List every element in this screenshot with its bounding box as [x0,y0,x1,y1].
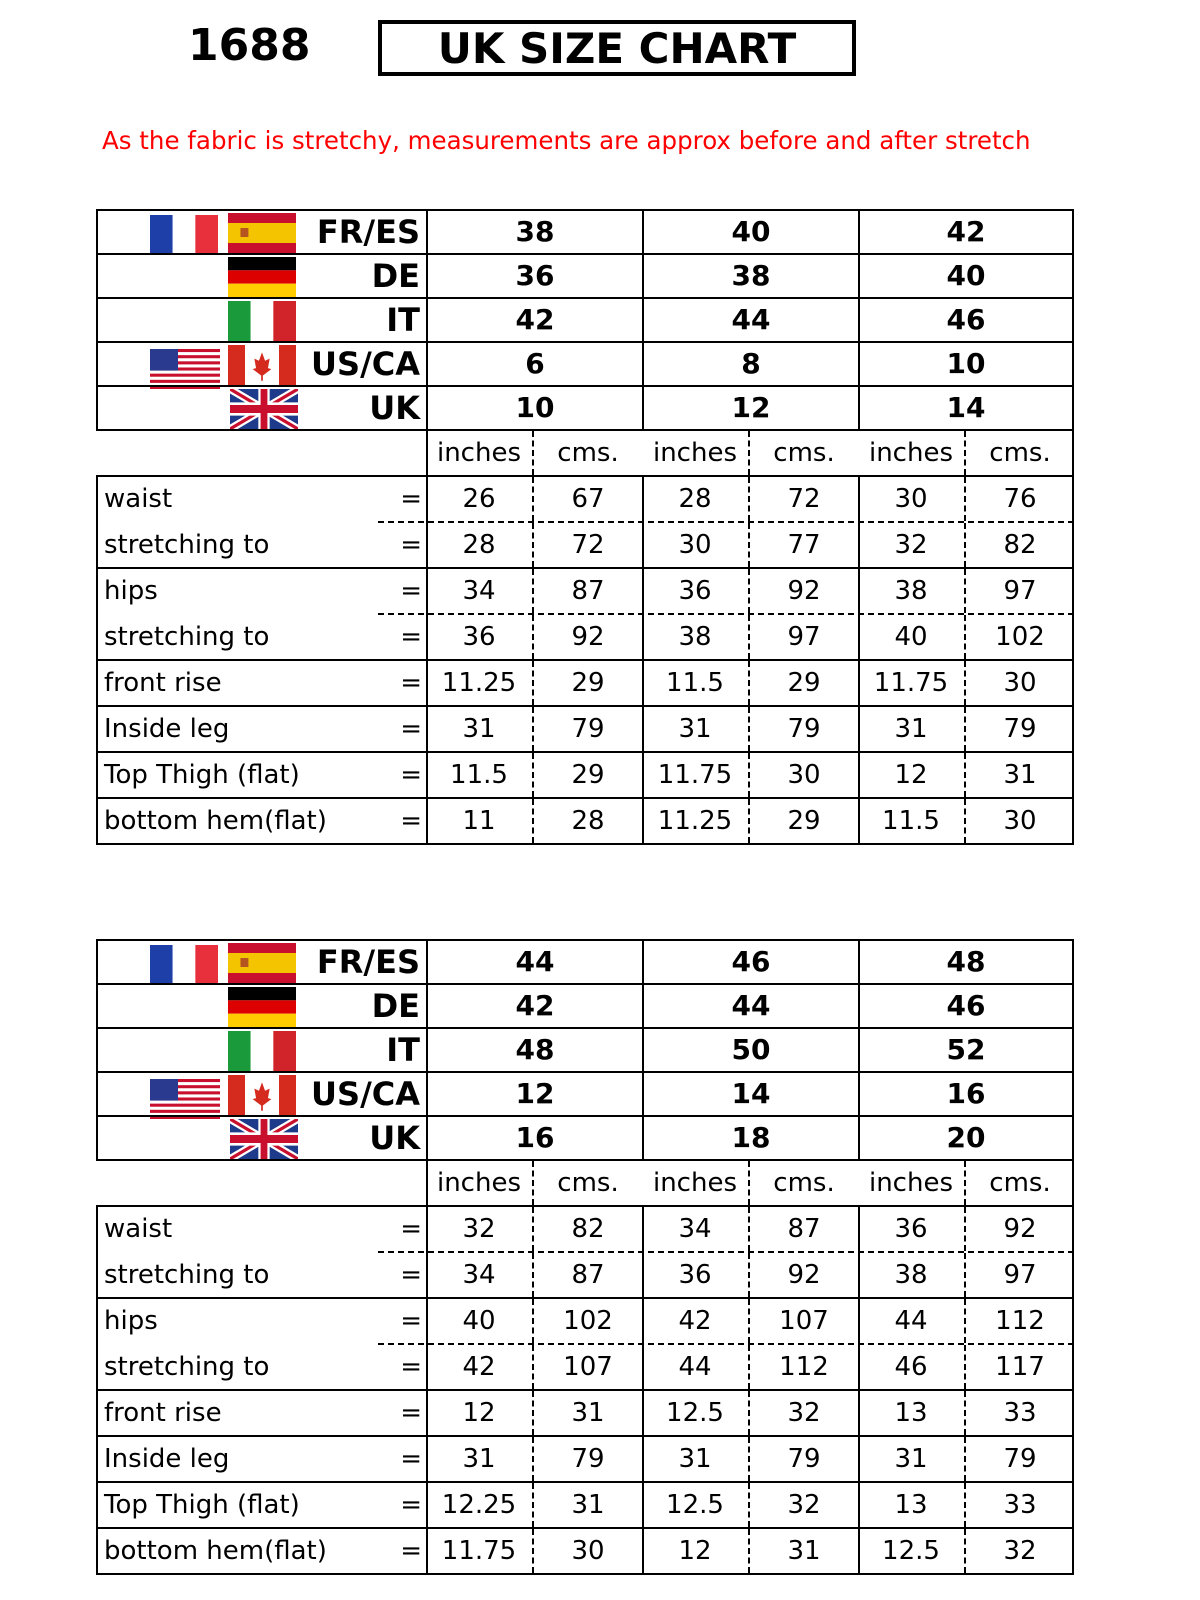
value-inches: 36 [642,569,750,613]
flag-germany-icon [228,987,296,1027]
column-divider [96,1435,98,1481]
value-inches: 28 [642,477,750,521]
flag-spain-icon [228,213,296,253]
flag-united-kingdom-icon [230,1119,298,1159]
size-row [96,1115,1074,1159]
value-cms: 79 [787,714,821,744]
column-divider [96,475,98,521]
value-inches: 42 [642,1299,750,1343]
size-value: 42 [426,297,642,341]
value-cms: 28 [571,806,605,836]
flag-france-icon [150,215,218,255]
value-inches: 31 [642,1437,750,1481]
size-region-label: IT [386,301,420,339]
measurement-label: stretching to [104,1352,270,1382]
measurement-row [96,1481,1074,1527]
value-cms: 31 [787,1536,821,1566]
size-value: 48 [858,939,1074,983]
measurement-row [96,521,1074,567]
size-region-cell [96,1071,426,1115]
equals-sign: = [400,1536,422,1566]
value-cms: 29 [571,760,605,790]
value-inches: 11.5 [642,661,750,705]
size-value: 18 [642,1115,858,1159]
value-cms: 102 [563,1306,613,1336]
value-inches: 11.5 [426,753,534,797]
value-inches: 32 [858,523,966,567]
unit-label: cms. [989,438,1051,468]
measurement-row [96,705,1074,751]
value-inches: 28 [426,523,534,567]
size-value: 16 [858,1071,1074,1115]
value-cms: 117 [995,1352,1045,1382]
measurement-label: Inside leg [104,1444,230,1474]
size-region-cell [96,341,426,385]
value-cms: 82 [1003,530,1037,560]
size-value: 38 [426,209,642,253]
size-value: 8 [642,341,858,385]
size-region-cell [96,1027,426,1071]
equals-sign: = [400,1306,422,1336]
value-inches: 42 [426,1345,534,1389]
column-divider [96,1527,98,1573]
column-divider [96,1389,98,1435]
column-divider [96,1251,98,1297]
size-value: 40 [858,253,1074,297]
equals-sign: = [400,1398,422,1428]
value-cms: 72 [571,530,605,560]
size-region-cell [96,209,426,253]
measurement-row [96,797,1074,843]
column-divider [96,797,98,843]
value-cms: 67 [571,484,605,514]
value-cms: 30 [1003,806,1037,836]
size-value: 44 [426,939,642,983]
size-region-cell [96,253,426,297]
value-cms: 31 [1003,760,1037,790]
value-cms: 92 [787,576,821,606]
value-cms: 92 [571,622,605,652]
value-cms: 31 [571,1490,605,1520]
flag-usa-icon [150,1079,220,1119]
size-row [96,939,1074,983]
value-cms: 32 [787,1398,821,1428]
units-row [96,429,1074,475]
unit-label: inches [858,1161,966,1205]
flag-canada-icon [228,1075,296,1117]
value-inches: 11.75 [858,661,966,705]
size-value: 52 [858,1027,1074,1071]
value-cms: 92 [787,1260,821,1290]
unit-label: cms. [773,438,835,468]
size-value: 38 [642,253,858,297]
value-inches: 36 [426,615,534,659]
size-region-label: IT [386,1031,420,1069]
measurement-label: stretching to [104,1260,270,1290]
flag-germany-icon [228,257,296,297]
chart-title: UK SIZE CHART [378,20,856,76]
measurement-row [96,1343,1074,1389]
measurement-label: Inside leg [104,714,230,744]
size-region-cell [96,939,426,983]
equals-sign: = [400,760,422,790]
equals-sign: = [400,622,422,652]
value-inches: 31 [426,707,534,751]
size-region-label: DE [371,987,420,1025]
size-region-label: FR/ES [316,213,420,251]
measurement-row [96,1205,1074,1251]
value-cms: 82 [571,1214,605,1244]
flag-united-kingdom-icon [230,389,298,429]
value-inches: 11.25 [426,661,534,705]
value-inches: 38 [858,1253,966,1297]
value-inches: 34 [426,1253,534,1297]
value-cms: 29 [571,668,605,698]
measurement-label: front rise [104,1398,222,1428]
unit-label: cms. [557,438,619,468]
value-inches: 31 [642,707,750,751]
size-value: 10 [426,385,642,429]
value-inches: 40 [858,615,966,659]
flag-italy-icon [228,301,296,343]
flag-canada-icon [228,345,296,387]
size-region-label: UK [369,389,420,427]
measurement-row [96,1297,1074,1343]
value-inches: 12.5 [642,1483,750,1527]
size-value: 48 [426,1027,642,1071]
value-cms: 87 [571,1260,605,1290]
equals-sign: = [400,714,422,744]
value-cms: 112 [779,1352,829,1382]
equals-sign: = [400,1352,422,1382]
chart-code: 1688 [188,20,311,71]
column-divider [96,521,98,567]
size-region-cell [96,297,426,341]
measurement-row [96,613,1074,659]
column-divider [96,613,98,659]
size-value: 46 [858,983,1074,1027]
size-region-label: DE [371,257,420,295]
unit-label: inches [858,431,966,475]
size-value: 46 [642,939,858,983]
size-value: 44 [642,297,858,341]
size-region-label: FR/ES [316,943,420,981]
column-divider [96,1343,98,1389]
equals-sign: = [400,1214,422,1244]
size-row [96,341,1074,385]
value-cms: 79 [1003,714,1037,744]
value-cms: 30 [787,760,821,790]
measurement-label: Top Thigh (flat) [104,760,300,790]
flag-france-icon [150,945,218,985]
value-inches: 44 [858,1299,966,1343]
size-region-cell [96,1115,426,1159]
value-cms: 79 [571,714,605,744]
equals-sign: = [400,668,422,698]
size-region-cell [96,983,426,1027]
size-region-label: US/CA [311,1075,420,1113]
value-inches: 12 [642,1529,750,1573]
size-value: 10 [858,341,1074,385]
size-region-cell [96,385,426,429]
measurement-label: waist [104,1214,173,1244]
size-value: 46 [858,297,1074,341]
value-inches: 44 [642,1345,750,1389]
value-inches: 11.25 [642,799,750,843]
value-inches: 31 [858,1437,966,1481]
value-cms: 29 [787,806,821,836]
value-cms: 72 [787,484,821,514]
unit-label: inches [642,1161,750,1205]
size-value: 42 [858,209,1074,253]
measurement-label: waist [104,484,173,514]
value-cms: 29 [787,668,821,698]
value-cms: 30 [571,1536,605,1566]
value-inches: 26 [426,477,534,521]
measurement-row [96,751,1074,797]
column-divider [96,1481,98,1527]
value-inches: 11.75 [642,753,750,797]
size-row [96,297,1074,341]
value-cms: 32 [787,1490,821,1520]
value-inches: 12.5 [642,1391,750,1435]
measurement-label: bottom hem(flat) [104,806,327,836]
measurement-label: bottom hem(flat) [104,1536,327,1566]
measurement-row [96,475,1074,521]
size-row [96,1027,1074,1071]
measurement-row [96,1527,1074,1573]
value-inches: 31 [426,1437,534,1481]
size-value: 12 [426,1071,642,1115]
value-cms: 87 [571,576,605,606]
flag-italy-icon [228,1031,296,1073]
measurement-label: stretching to [104,622,270,652]
table-bottom-border [96,1573,1074,1575]
size-table-1 [96,209,1074,845]
column-divider [96,567,98,613]
value-inches: 38 [858,569,966,613]
value-cms: 107 [779,1306,829,1336]
value-cms: 97 [1003,1260,1037,1290]
size-row [96,983,1074,1027]
value-inches: 13 [858,1483,966,1527]
unit-label: cms. [773,1168,835,1198]
value-cms: 107 [563,1352,613,1382]
value-inches: 32 [426,1207,534,1251]
size-value: 12 [642,385,858,429]
value-inches: 38 [642,615,750,659]
equals-sign: = [400,806,422,836]
size-row [96,385,1074,429]
measurement-label: stretching to [104,530,270,560]
units-row [96,1159,1074,1205]
value-inches: 34 [642,1207,750,1251]
value-cms: 112 [995,1306,1045,1336]
size-row [96,1071,1074,1115]
size-region-label: UK [369,1119,420,1157]
value-inches: 30 [642,523,750,567]
stretch-notice: As the fabric is stretchy, measurements are approx before and after stretch [102,126,1031,155]
value-cms: 33 [1003,1490,1037,1520]
value-cms: 77 [787,530,821,560]
equals-sign: = [400,484,422,514]
column-divider [96,751,98,797]
measurement-row [96,1435,1074,1481]
size-value: 6 [426,341,642,385]
size-value: 20 [858,1115,1074,1159]
value-inches: 36 [642,1253,750,1297]
value-cms: 31 [571,1398,605,1428]
unit-label: inches [426,431,534,475]
size-table-2 [96,939,1074,1575]
equals-sign: = [400,1490,422,1520]
unit-label: inches [426,1161,534,1205]
equals-sign: = [400,530,422,560]
equals-sign: = [400,1444,422,1474]
size-value: 42 [426,983,642,1027]
value-cms: 30 [1003,668,1037,698]
table-bottom-border [96,843,1074,845]
measurement-label: hips [104,1306,158,1336]
value-inches: 12.5 [858,1529,966,1573]
measurement-label: hips [104,576,158,606]
size-value: 40 [642,209,858,253]
value-cms: 79 [1003,1444,1037,1474]
measurement-label: front rise [104,668,222,698]
value-cms: 102 [995,622,1045,652]
size-value: 36 [426,253,642,297]
equals-sign: = [400,576,422,606]
measurement-row [96,1251,1074,1297]
value-inches: 11 [426,799,534,843]
value-inches: 11.5 [858,799,966,843]
value-inches: 30 [858,477,966,521]
value-inches: 34 [426,569,534,613]
size-value: 44 [642,983,858,1027]
unit-label: cms. [557,1168,619,1198]
value-cms: 92 [1003,1214,1037,1244]
value-inches: 12 [426,1391,534,1435]
value-cms: 97 [787,622,821,652]
column-divider [96,659,98,705]
value-inches: 40 [426,1299,534,1343]
column-divider [96,1205,98,1251]
value-cms: 32 [1003,1536,1037,1566]
equals-sign: = [400,1260,422,1290]
value-inches: 36 [858,1207,966,1251]
size-value: 14 [642,1071,858,1115]
column-divider [96,705,98,751]
value-cms: 33 [1003,1398,1037,1428]
size-value: 50 [642,1027,858,1071]
size-value: 16 [426,1115,642,1159]
size-row [96,253,1074,297]
flag-usa-icon [150,349,220,389]
value-cms: 87 [787,1214,821,1244]
measurement-row [96,659,1074,705]
value-inches: 13 [858,1391,966,1435]
unit-label: cms. [989,1168,1051,1198]
measurement-label: Top Thigh (flat) [104,1490,300,1520]
value-cms: 76 [1003,484,1037,514]
value-inches: 12 [858,753,966,797]
size-row [96,209,1074,253]
column-divider [96,1297,98,1343]
value-inches: 46 [858,1345,966,1389]
value-cms: 97 [1003,576,1037,606]
flag-spain-icon [228,943,296,983]
value-inches: 12.25 [426,1483,534,1527]
value-cms: 79 [571,1444,605,1474]
value-inches: 11.75 [426,1529,534,1573]
size-value: 14 [858,385,1074,429]
size-region-label: US/CA [311,345,420,383]
unit-label: inches [642,431,750,475]
value-inches: 31 [858,707,966,751]
measurement-row [96,567,1074,613]
measurement-row [96,1389,1074,1435]
value-cms: 79 [787,1444,821,1474]
